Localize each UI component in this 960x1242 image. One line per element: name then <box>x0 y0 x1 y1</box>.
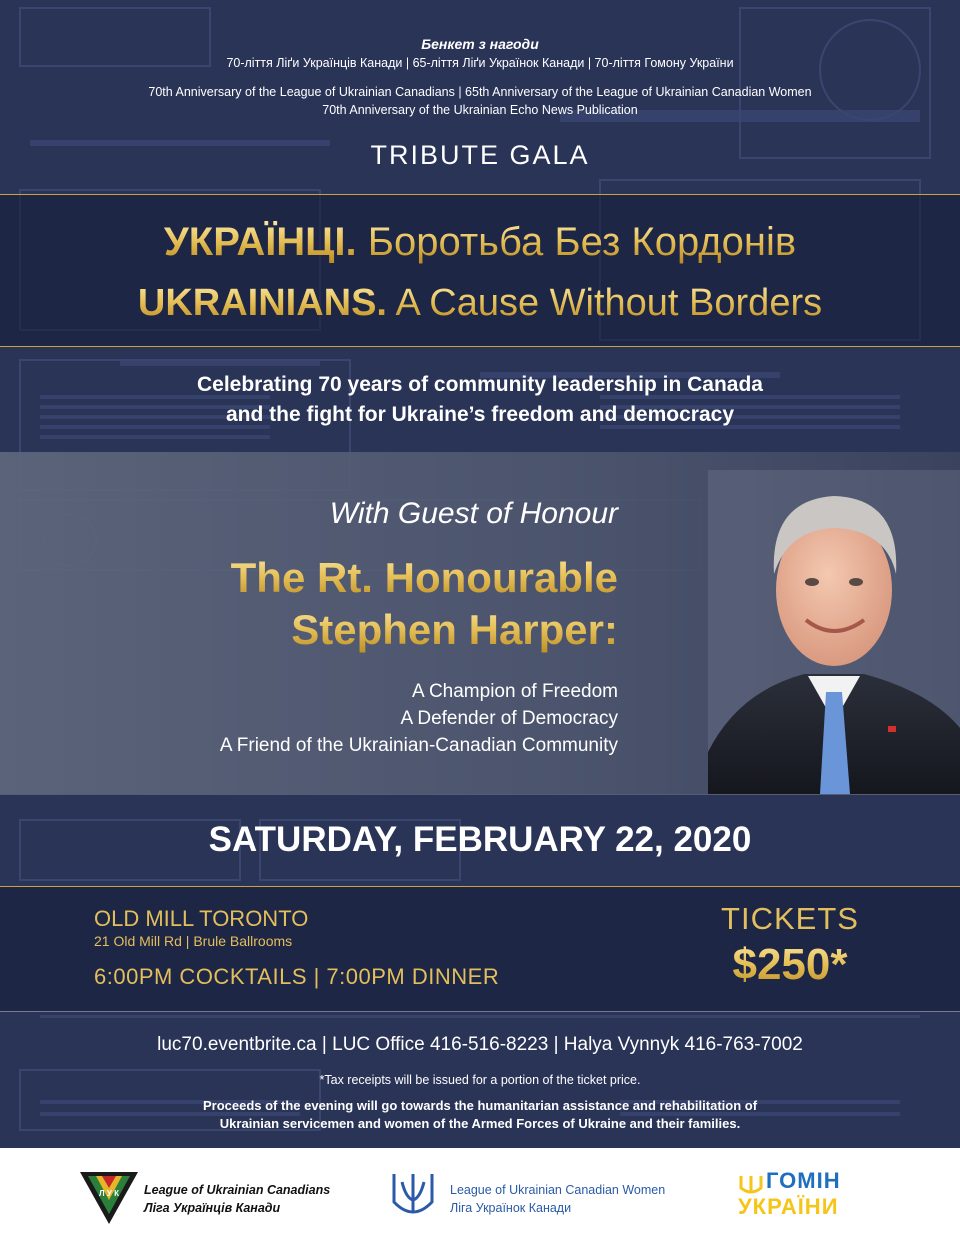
lucw-trident-icon <box>388 1168 438 1226</box>
divider-venue <box>0 1011 960 1012</box>
title-ua <box>0 218 960 266</box>
tickets-block <box>700 900 880 992</box>
echo-title-line-2: УКРАЇНИ <box>738 1194 839 1219</box>
guest-tagline-3: A Friend of the Ukrainian-Canadian Community <box>219 735 618 756</box>
anniversary-line-en-1: 70th Anniversary of the League of Ukrainian Canadians | 65th Anniversary of the League of Ukrainian Canadian Women <box>148 85 812 99</box>
proceeds-line-1: Proceeds of the evening will go towards the humanitarian assistance and rehabilitation of <box>202 1098 758 1113</box>
venue-block <box>94 906 499 990</box>
divider-bottom-title <box>0 346 960 347</box>
luc-logo-text <box>144 1181 330 1217</box>
sponsor-logo-row <box>0 1148 960 1242</box>
celebrating-line-1: Celebrating 70 years of community leadership in Canada <box>196 373 763 396</box>
guest-tagline-1: A Champion of Freedom <box>412 681 618 702</box>
luc-badge-text: Л У К <box>99 1189 119 1198</box>
guest-tagline-2: A Defender of Democracy <box>400 708 618 729</box>
guest-name-line-1: The Rt. Honourable <box>220 552 618 604</box>
contact-line: luc70.eventbrite.ca | LUC Office 416-516-8223 | Halya Vynnyk 416-763-7002 <box>157 1034 803 1055</box>
title-ua-bold: УКРАЇНЦІ. <box>163 220 357 264</box>
proceeds-text <box>0 1097 960 1133</box>
anniversary-line-ua: 70-ліття Ліґи Українців Канади | 65-ліття Ліґи Українок Канади | 70-ліття Гомону України <box>226 56 734 70</box>
event-times: 6:00PM COCKTAILS | 7:00PM DINNER <box>94 964 500 989</box>
echo-title-line-1: ГОМІН <box>766 1168 841 1193</box>
title-en-rest: A Cause Without Borders <box>387 282 823 324</box>
event-date: SATURDAY, FEBRUARY 22, 2020 <box>208 820 752 859</box>
anniversary-line-en-2: 70th Anniversary of the Ukrainian Echo News Publication <box>322 103 638 117</box>
title-en <box>0 280 960 326</box>
venue-name: OLD MILL TORONTO <box>94 906 309 931</box>
tickets-label: TICKETS <box>721 901 859 936</box>
luc-logo-icon <box>80 1172 138 1224</box>
venue-address: 21 Old Mill Rd | Brule Ballrooms <box>94 933 293 949</box>
luc-name-en: League of Ukrainian Canadians <box>144 1183 331 1197</box>
celebrating-line-2: and the fight for Ukraine’s freedom and democracy <box>226 403 734 426</box>
lucw-name-en: League of Ukrainian Canadian Women <box>450 1183 666 1197</box>
tribute-gala-heading: TRIBUTE GALA <box>370 140 590 170</box>
celebrating-text <box>0 370 960 430</box>
guest-intro: With Guest of Honour <box>329 497 618 530</box>
ticket-price: $250* <box>700 938 880 992</box>
guest-portrait <box>708 470 960 794</box>
divider-guest <box>0 794 960 795</box>
ukrainian-echo-trident-icon <box>738 1174 764 1196</box>
lucw-logo-text <box>450 1181 665 1217</box>
proceeds-line-2: Ukrainian servicemen and women of the Armed Forces of Ukraine and their families. <box>219 1116 741 1131</box>
banquet-heading: Бенкет з нагоди <box>421 36 539 52</box>
title-en-bold: UKRAINIANS. <box>137 282 387 324</box>
title-ua-rest: Боротьба Без Кордонів <box>356 220 797 264</box>
lucw-name-ua: Ліга Українок Канади <box>450 1201 572 1215</box>
guest-name-line-2: Stephen Harper: <box>220 604 618 656</box>
tax-note: *Tax receipts will be issued for a portion of the ticket price. <box>319 1073 641 1087</box>
luc-name-ua: Ліга Українців Канади <box>144 1201 281 1215</box>
guest-text-block <box>220 496 618 759</box>
